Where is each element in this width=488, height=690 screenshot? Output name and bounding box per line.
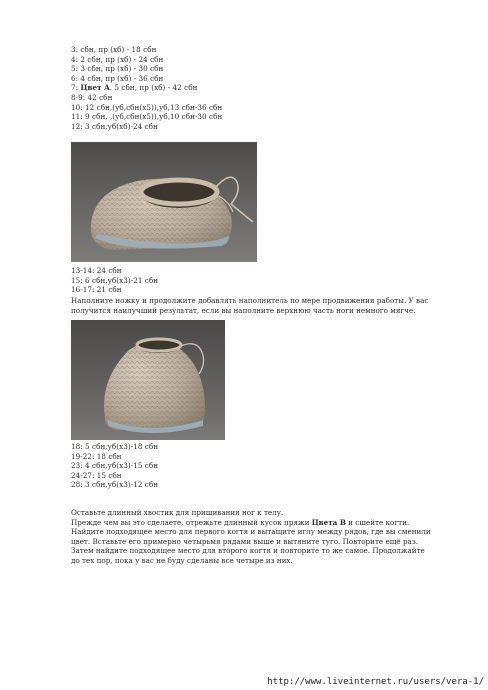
pattern-row-color-a <box>71 83 431 93</box>
color-b-label: Цвета B <box>311 517 346 527</box>
crochet-photo-1 <box>71 142 257 262</box>
pattern-row: 8-9: 42 сбн <box>71 92 113 102</box>
pattern-row: 15: 6 сбн,уб(х3)-21 сбн <box>71 275 159 285</box>
pattern-row: 28: 3 сбн,уб(х3)-12 сбн <box>71 480 159 490</box>
stuffing-instruction: Наполните ножку и продолжите добавлять наполнитель по мере продвижения работы. У вас получится наилучший результат, если вы наполните верхнюю часть ноги немного мягче. <box>71 296 429 315</box>
pattern-row: 23: 4 сбн,уб(х3)-15 сбн <box>71 461 159 471</box>
claws-text-end: и сшейте когти. Найдите подходящее место для первого когтя и вытащите иглу между рядов, где вы сменили цвет. Вставьте его примерно четырьмя рядами выше и вытяните туго. Повторите ещё раз. Затем найдите подходящее место для второго когтя и повторите то же самое. Продолжайте до тех пор, пока у вас не буду сделаны все четыре из них. <box>71 517 431 565</box>
claws-text-start: Прежде чем вы это сделаете, отрежьте длинный кусок пряжи <box>71 517 312 527</box>
pattern-row: 11: 9 сбн, ,(уб,сбн(х5)),уб,10 сбн-30 сбн <box>71 112 223 122</box>
pattern-row: 5: 3 сбн, пр (хб) - 30 сбн <box>71 64 164 74</box>
pattern-row: 3: сбн, пр (хб) - 18 сбн <box>71 45 157 54</box>
pattern-rows-bottom <box>71 442 431 490</box>
finishing-instructions <box>71 508 431 566</box>
row-number: 7: <box>71 83 81 93</box>
source-url: http://www.liveinternet.ru/users/vera-1/ <box>267 677 484 687</box>
pattern-row: 10: 12 сбн,(уб,сбн(х5)),уб,13 сбн-36 сбн <box>71 102 223 112</box>
row-instruction: . 5 сбн, пр (хб) - 42 сбн <box>109 83 198 93</box>
pattern-row: 13-14: 24 сбн <box>71 266 122 275</box>
claws-instruction <box>71 518 431 566</box>
pattern-row: 24-27: 15 сбн <box>71 470 122 480</box>
pattern-row: 4: 2 сбн, пр (хб) - 24 сбн <box>71 54 164 64</box>
tail-instruction: Оставьте длинный хвостик для пришивания ног к телу. <box>71 508 284 517</box>
pattern-row: 19-22: 18 сбн <box>71 451 122 461</box>
crochet-photo-2 <box>71 320 225 440</box>
pattern-row: 16-17: 21 сбн <box>71 285 122 295</box>
pattern-row: 6: 4 сбн, пр (хб) - 36 сбн <box>71 73 164 83</box>
color-a-label: Цвет A <box>80 83 110 93</box>
pattern-rows-top <box>71 45 431 131</box>
pattern-row: 12: 3 сбн,уб(хб)-24 сбн <box>71 121 158 131</box>
pattern-row: 18: 5 сбн,уб(х3)-18 сбн <box>71 442 159 451</box>
pattern-rows-mid <box>71 266 431 295</box>
